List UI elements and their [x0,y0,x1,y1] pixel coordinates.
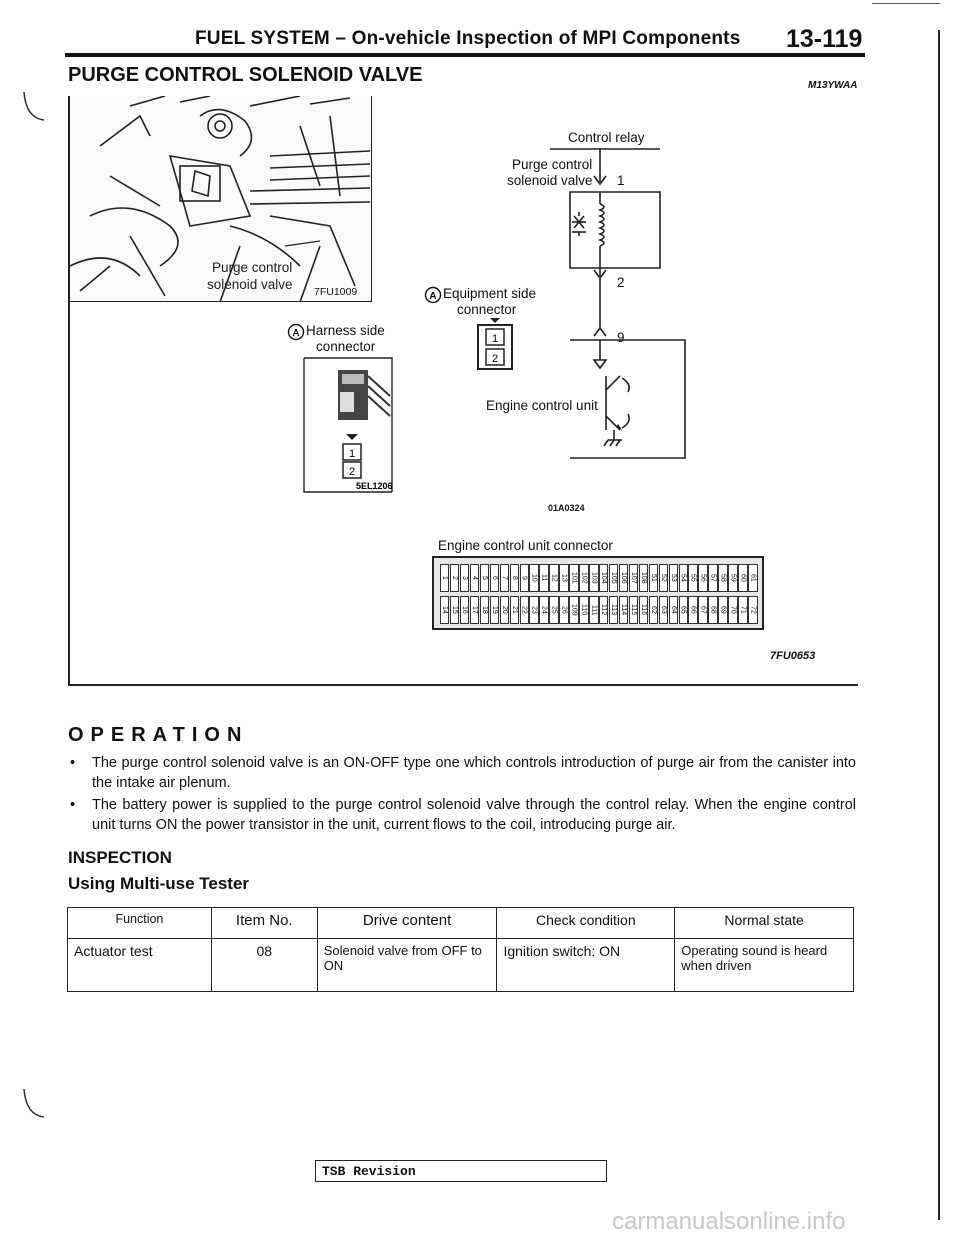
binding-mark-top [20,88,50,128]
circle-marker-harness [287,323,305,341]
table-header-drive-content: Drive content [317,908,497,939]
cell-check-condition: Ignition switch: ON [497,939,675,992]
binding-mark-bottom [20,1085,50,1125]
ecu-pin: 57 [708,564,717,592]
ecu-pin: 9 [520,564,529,592]
ecu-pin: 16 [460,596,469,624]
operation-text-2: The battery power is supplied to the purge control solenoid valve through the control relay. When the engine control unit turns ON the power transistor in the unit, current flows to the coil, introducing purge air. [92,797,856,833]
ecu-connector-code: 7FU0653 [770,650,816,662]
ecu-pin: 110 [579,596,588,624]
photo-border [70,96,372,302]
ecu-pin: 52 [659,564,668,592]
ecu-connector-bottom-row [440,596,758,624]
ecu-pin: 21 [510,596,519,624]
ecu-pin: 20 [500,596,509,624]
ecu-pin: 108 [639,564,648,592]
ecu-pin: 18 [480,596,489,624]
harness-pin-1: 1 [348,448,356,460]
header-rule [65,53,865,57]
equipment-pin-2: 2 [491,353,499,365]
operation-title: OPERATION [68,724,249,746]
ecu-pin: 113 [609,596,618,624]
ecu-pin: 63 [659,596,668,624]
table-header-check-condition: Check condition [497,908,675,939]
ecu-pin: 23 [529,596,538,624]
circuit-diagram [550,140,700,470]
ecu-connector-top-row [440,564,758,592]
ecu-pin: 19 [490,596,499,624]
operation-item-2 [70,795,856,835]
equipment-pin-1: 1 [491,333,499,345]
terminal-1: 1 [617,173,625,188]
cell-drive-content: Solenoid valve from OFF to ON [317,939,497,992]
ecu-label: Engine control unit [486,398,598,413]
ecu-pin: 109 [569,596,578,624]
ecu-pin: 25 [549,596,558,624]
ecu-pin: 71 [738,596,747,624]
ecu-pin: 67 [698,596,707,624]
section-title: PURGE CONTROL SOLENOID VALVE [68,64,423,86]
table-header-function: Function [68,908,212,939]
table-header-normal-state: Normal state [675,908,854,939]
ecu-pin: 7 [500,564,509,592]
ecu-pin: 14 [440,596,449,624]
ecu-pin: 68 [708,596,717,624]
ecu-pin: 12 [549,564,558,592]
ecu-pin: 103 [589,564,598,592]
page-number: 13-119 [786,25,863,53]
watermark: carmanualsonline.info [612,1208,846,1235]
ecu-pin: 5 [480,564,489,592]
valve-label-line2: solenoid valve [507,173,593,188]
photo-code: 7FU1009 [314,286,358,298]
ecu-pin: 111 [589,596,598,624]
ecu-pin: 114 [619,596,628,624]
circuit-code: 01A0324 [548,503,585,513]
ecu-connector-label: Engine control unit connector [438,538,613,553]
ecu-pin: 22 [520,596,529,624]
equipment-label-line2: connector [457,302,517,317]
harness-pin-2: 2 [348,466,356,478]
table-row [68,939,854,992]
ecu-pin: 115 [629,596,638,624]
ecu-pin: 102 [579,564,588,592]
photo-label-line1: Purge control [212,260,293,275]
ecu-pin: 17 [470,596,479,624]
ecu-pin: 107 [629,564,638,592]
inspection-table [67,907,854,992]
cell-function: Actuator test [68,939,212,992]
ecu-pin: 66 [688,596,697,624]
ecu-pin: 4 [470,564,479,592]
harness-connector-drawing [300,356,396,494]
ecu-pin: 53 [669,564,678,592]
ecu-pin: 59 [728,564,737,592]
ecu-pin: 62 [649,596,658,624]
operation-bullet-2: • [70,797,76,813]
harness-label-line1: Harness side [306,323,385,338]
ecu-pin: 24 [539,596,548,624]
ecu-pin: 6 [490,564,499,592]
valve-label-line1: Purge control [512,157,593,172]
equipment-connector-drawing [470,316,520,372]
ecu-pin: 106 [619,564,628,592]
ecu-pin: 11 [539,564,548,592]
ecu-pin: 2 [450,564,459,592]
ecu-pin: 64 [669,596,678,624]
ecu-pin: 70 [728,596,737,624]
circle-marker-equipment [424,286,442,304]
ecu-pin: 65 [679,596,688,624]
circle-marker-harness-letter: A [292,328,300,339]
ecu-pin: 116 [639,596,648,624]
ecu-pin: 10 [529,564,538,592]
ecu-pin: 72 [748,596,757,624]
inspection-subtitle: Using Multi-use Tester [68,874,250,893]
ecu-pin: 112 [599,596,608,624]
operation-bullet-1: • [70,755,76,771]
ecu-pin: 101 [569,564,578,592]
harness-code: 5EL1206 [356,481,393,491]
ecu-pin: 26 [559,596,568,624]
ecu-pin: 60 [738,564,747,592]
ecu-pin: 69 [718,596,727,624]
ecu-pin: 51 [649,564,658,592]
control-relay-label: Control relay [568,130,645,145]
ecu-pin: 58 [718,564,727,592]
inspection-title: INSPECTION [68,848,172,867]
ecu-pin: 104 [599,564,608,592]
ecu-pin: 61 [748,564,757,592]
cell-normal-state: Operating sound is heard when driven [675,939,854,992]
section-code: M13YWAA [808,80,858,91]
equipment-label-line1: Equipment side [443,286,537,301]
ecu-pin: 105 [609,564,618,592]
circle-marker-equipment-letter: A [429,291,437,302]
operation-item-1 [70,753,856,793]
terminal-9: 9 [617,330,625,345]
ecu-pin: 1 [440,564,449,592]
cell-item-no: 08 [211,939,317,992]
terminal-2: 2 [617,275,625,290]
ecu-pin: 15 [450,596,459,624]
page-header-title: FUEL SYSTEM – On-vehicle Inspection of MPI Components [195,28,741,49]
ecu-pin: 55 [688,564,697,592]
ecu-pin: 13 [559,564,568,592]
tsb-revision-box: TSB Revision [315,1160,607,1182]
harness-label-line2: connector [316,339,376,354]
top-tick [872,3,940,4]
page-edge-line [938,30,940,1220]
operation-text-1: The purge control solenoid valve is an ON-OFF type one which controls introduction of purge air from the canister into the intake air plenum. [92,755,856,791]
ecu-pin: 54 [679,564,688,592]
ecu-pin: 8 [510,564,519,592]
photo-label-line2: solenoid valve [207,277,293,292]
ecu-pin: 3 [460,564,469,592]
table-header-row [68,908,854,939]
ecu-pin: 56 [698,564,707,592]
table-header-item-no: Item No. [211,908,317,939]
ecu-connector-body [432,556,764,630]
